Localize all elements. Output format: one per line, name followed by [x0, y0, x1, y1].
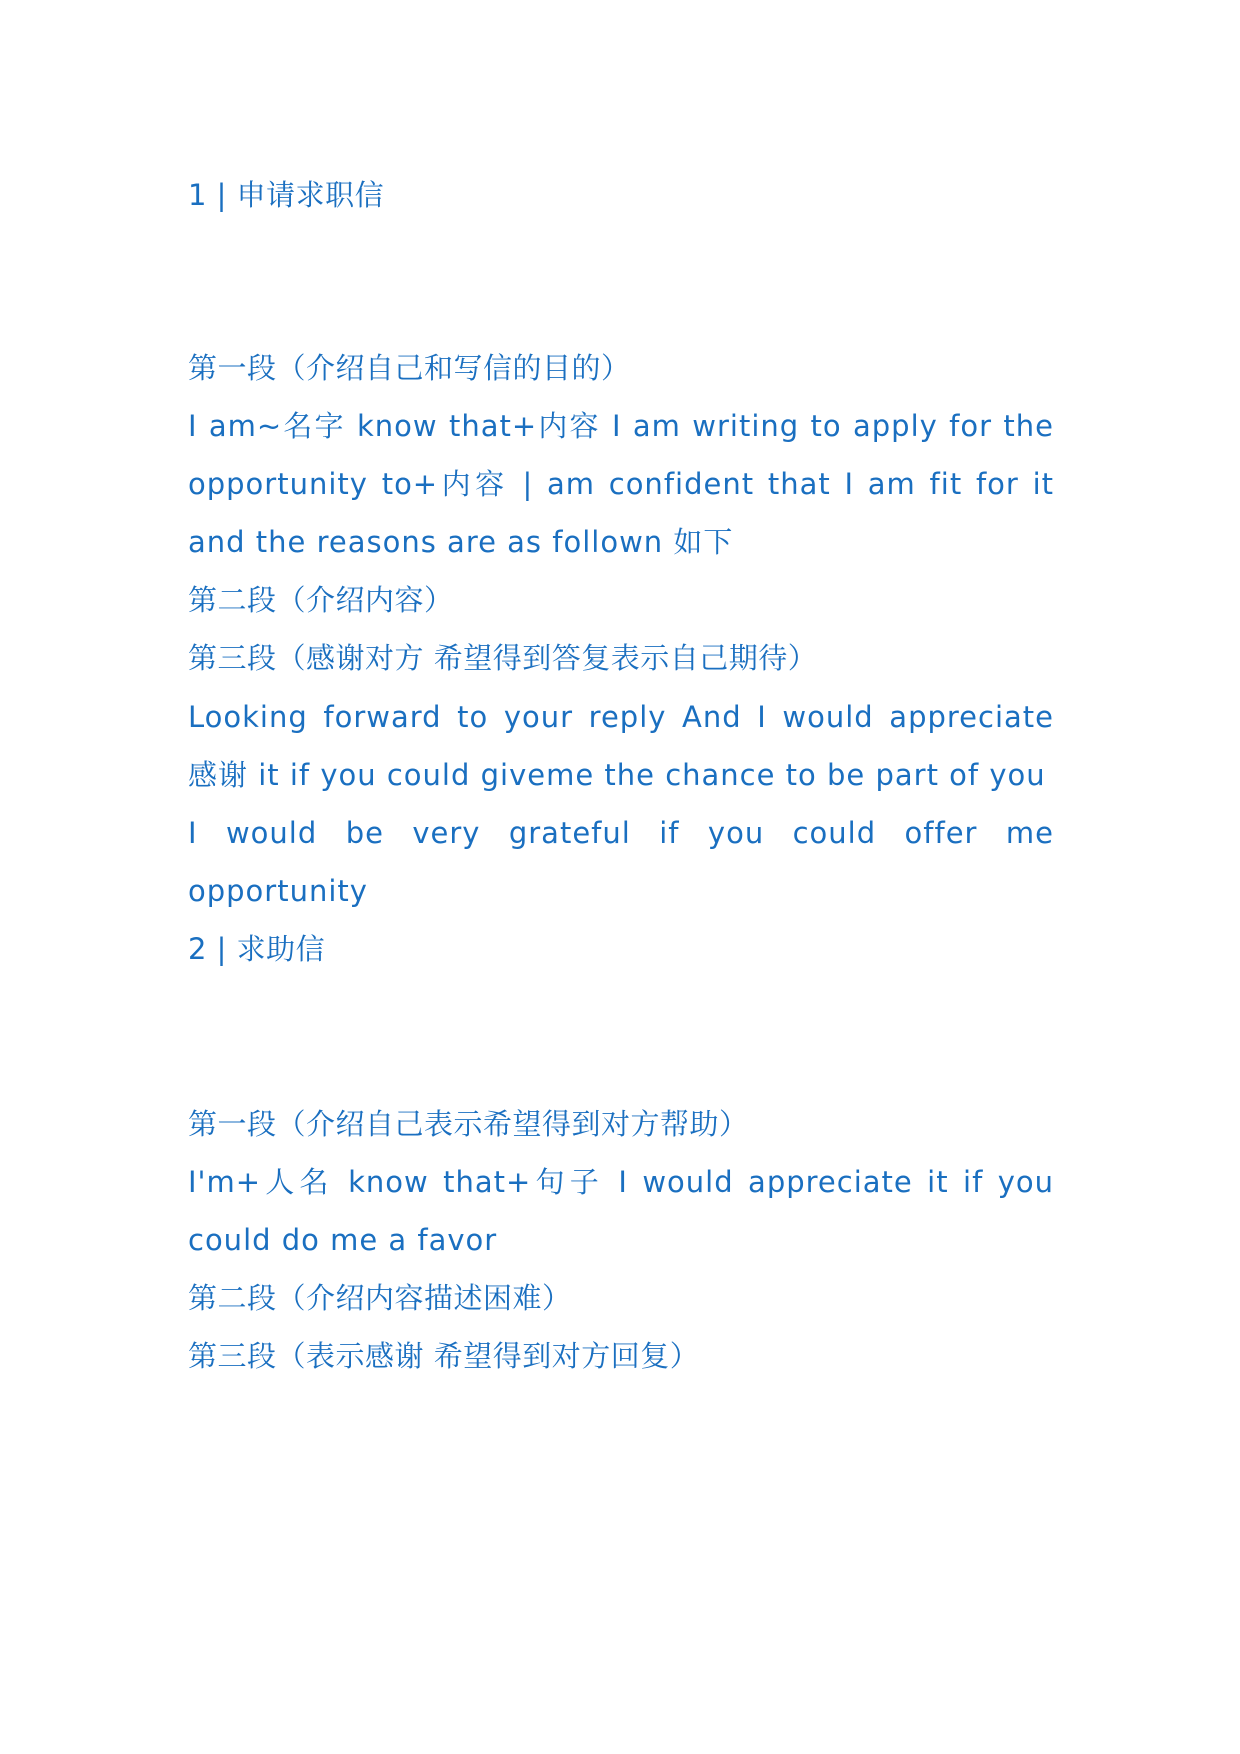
body-text-line: and the reasons are as follown 如下	[188, 525, 734, 559]
body-text-line: I'm+人名 know that+句子 I would appreciate it if you	[188, 1165, 1054, 1199]
body-text-line: 感谢 it if you could giveme the chance to be part of you	[188, 758, 1046, 792]
body-text-line: opportunity to+内容 | am confident that I am fit for it	[188, 467, 1054, 501]
document-page	[188, 0, 1054, 1754]
paragraph-heading: 第一段（介绍自己和写信的目的）	[188, 351, 631, 385]
paragraph-heading: 第二段（介绍内容）	[188, 583, 454, 617]
section-title: 1 | 申请求职信	[188, 178, 385, 212]
body-text-line: I would be very grateful if you could offer me	[188, 816, 1054, 850]
body-text-line: could do me a favor	[188, 1223, 498, 1257]
section-title: 2 | 求助信	[188, 932, 326, 966]
paragraph-heading: 第二段（介绍内容描述困难）	[188, 1281, 572, 1315]
body-text-line: Looking forward to your reply And I would appreciate	[188, 700, 1054, 734]
paragraph-heading: 第三段（表示感谢 希望得到对方回复）	[188, 1339, 700, 1373]
body-text-line: I am~名字 know that+内容 I am writing to apply for the	[188, 409, 1054, 443]
paragraph-heading: 第三段（感谢对方 希望得到答复表示自己期待）	[188, 641, 818, 675]
paragraph-heading: 第一段（介绍自己表示希望得到对方帮助）	[188, 1107, 749, 1141]
body-text-line: opportunity	[188, 874, 368, 908]
